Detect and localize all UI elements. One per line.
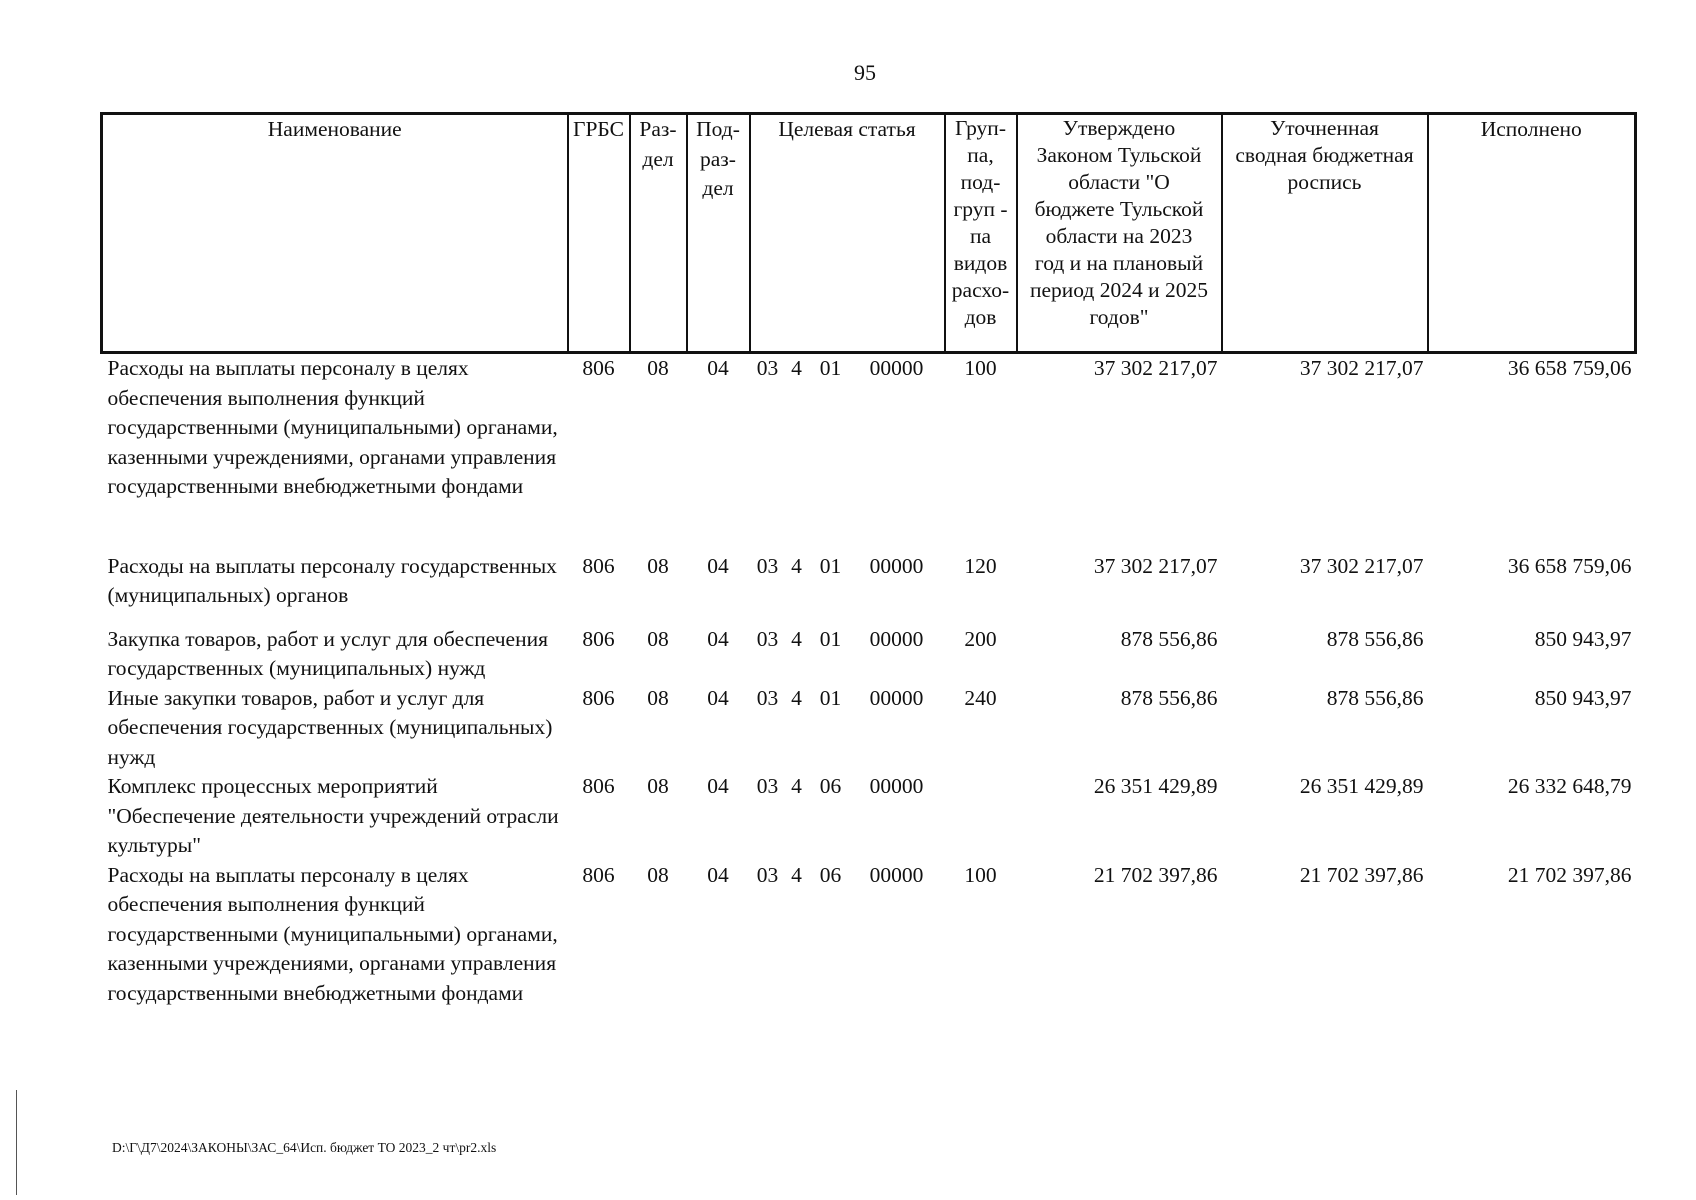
row-utochnennaya: 878 556,86	[1326, 685, 1424, 710]
row-vid-rashodov	[945, 772, 1017, 861]
header-podrazdel: Под- раз- дел	[687, 114, 750, 353]
row-utochnennaya: 37 302 217,07	[1299, 356, 1424, 380]
celevaya-part: 00000	[869, 356, 924, 380]
table-row	[102, 861, 1636, 1009]
celevaya-part: 00000	[869, 774, 924, 798]
footer-file-path: D:\Г\Д7\2024\ЗАКОНЫ\ЗАС_64\Исп. бюджет ТО 2023_2 чт\pr2.xls	[112, 1140, 497, 1155]
row-razdel: 08	[647, 553, 669, 578]
row-razdel: 08	[647, 626, 669, 651]
row-ispolneno: 21 702 397,86	[1507, 862, 1632, 887]
celevaya-part: 01	[819, 626, 842, 651]
table-body	[102, 353, 1636, 1009]
celevaya-part: 4	[791, 774, 802, 798]
celevaya-part: 00000	[869, 626, 924, 651]
row-ispolneno: 36 658 759,06	[1507, 356, 1632, 380]
celevaya-part: 4	[791, 685, 802, 710]
header-grbs: ГРБС	[568, 114, 630, 353]
row-ispolneno: 850 943,97	[1534, 685, 1632, 710]
row-ispolneno: 36 658 759,06	[1507, 553, 1632, 578]
celevaya-part: 4	[791, 356, 802, 380]
row-podrazdel: 04	[707, 685, 729, 710]
row-name: Расходы на выплаты персоналу в целях обеспечения выполнения функций государственными (муниципальными) органами, казенными учреждениями, органами управления государственными внебюджетными фондами	[107, 356, 558, 498]
row-utochnennaya: 878 556,86	[1326, 626, 1424, 651]
row-razdel: 08	[647, 685, 669, 710]
row-utochnennaya: 37 302 217,07	[1299, 553, 1424, 578]
budget-table	[100, 112, 1637, 1008]
row-celevaya-statya	[750, 772, 945, 861]
header-name: Наименование	[102, 114, 568, 353]
row-grbs: 806	[582, 685, 615, 710]
celevaya-part: 00000	[869, 862, 924, 887]
header-vid: Груп- па, под- груп - па видов расхо- дов	[945, 114, 1017, 353]
table-row	[102, 684, 1636, 773]
row-vid-rashodov: 240	[964, 685, 997, 710]
row-ispolneno: 850 943,97	[1534, 626, 1632, 651]
row-vid-rashodov: 200	[964, 626, 997, 651]
row-name: Иные закупки товаров, работ и услуг для обеспечения государственных (муниципальных) нужд	[107, 685, 553, 769]
row-razdel: 08	[647, 356, 669, 380]
row-podrazdel: 04	[707, 626, 729, 651]
header-utochnennaya: Уточненная сводная бюджетная роспись	[1222, 114, 1428, 353]
row-vid-rashodov: 120	[964, 553, 997, 578]
margin-line	[16, 1090, 17, 1195]
row-utverzhdeno: 26 351 429,89	[1093, 774, 1218, 798]
celevaya-part: 4	[791, 862, 802, 887]
row-grbs: 806	[582, 553, 615, 578]
row-celevaya-statya	[750, 552, 945, 611]
header-ispolneno: Исполнено	[1428, 114, 1636, 353]
celevaya-part: 01	[819, 553, 842, 578]
row-celevaya-statya	[750, 625, 945, 684]
celevaya-part: 03	[756, 553, 779, 578]
row-utverzhdeno: 878 556,86	[1120, 626, 1218, 651]
row-podrazdel: 04	[707, 774, 729, 798]
table-row	[102, 772, 1636, 861]
celevaya-part: 03	[756, 685, 779, 710]
row-podrazdel: 04	[707, 862, 729, 887]
row-utochnennaya: 26 351 429,89	[1299, 774, 1424, 798]
header-celevaya: Целевая статья	[750, 114, 945, 353]
row-celevaya-statya	[750, 684, 945, 773]
row-podrazdel: 04	[707, 553, 729, 578]
celevaya-part: 4	[791, 553, 802, 578]
header-utverzhdeno: Утверждено Законом Тульской области "О бюджете Тульской области на 2023 год и на плановый период 2024 и 2025 годов"	[1017, 114, 1222, 353]
row-grbs: 806	[582, 774, 615, 798]
row-name: Расходы на выплаты персоналу в целях обеспечения выполнения функций государственными (муниципальными) органами, казенными учреждениями, органами управления государственными внебюджетными фондами	[107, 862, 558, 1005]
celevaya-part: 4	[791, 626, 802, 651]
table-header	[102, 114, 1636, 353]
page-number: 95	[854, 60, 876, 85]
row-celevaya-statya	[750, 353, 945, 502]
celevaya-part: 06	[819, 774, 842, 798]
row-grbs: 806	[582, 356, 615, 380]
row-ispolneno: 26 332 648,79	[1507, 774, 1632, 798]
celevaya-part: 03	[756, 862, 779, 887]
table-row	[102, 552, 1636, 611]
row-grbs: 806	[582, 862, 615, 887]
celevaya-part: 06	[819, 862, 842, 887]
row-razdel: 08	[647, 774, 669, 798]
row-spacer	[102, 611, 1636, 625]
row-podrazdel: 04	[707, 356, 729, 380]
celevaya-part: 00000	[869, 685, 924, 710]
row-name: Расходы на выплаты персоналу государственных (муниципальных) органов	[107, 553, 557, 607]
row-name: Комплекс процессных мероприятий "Обеспечение деятельности учреждений отрасли культуры"	[107, 774, 559, 857]
celevaya-part: 03	[756, 626, 779, 651]
row-vid-rashodov: 100	[964, 356, 997, 380]
celevaya-part: 01	[819, 356, 842, 380]
row-vid-rashodov: 100	[964, 862, 997, 887]
celevaya-part: 03	[756, 774, 779, 798]
celevaya-part: 00000	[869, 553, 924, 578]
row-utverzhdeno: 37 302 217,07	[1093, 356, 1218, 380]
table-row	[102, 625, 1636, 684]
row-spacer	[102, 502, 1636, 552]
table-row	[102, 353, 1636, 502]
row-razdel: 08	[647, 862, 669, 887]
celevaya-part: 01	[819, 685, 842, 710]
row-utochnennaya: 21 702 397,86	[1299, 862, 1424, 887]
celevaya-part: 03	[756, 356, 779, 380]
row-utverzhdeno: 878 556,86	[1120, 685, 1218, 710]
row-utverzhdeno: 21 702 397,86	[1093, 862, 1218, 887]
row-utverzhdeno: 37 302 217,07	[1093, 553, 1218, 578]
row-celevaya-statya	[750, 861, 945, 1009]
row-name: Закупка товаров, работ и услуг для обеспечения государственных (муниципальных) нужд	[107, 626, 548, 680]
row-grbs: 806	[582, 626, 615, 651]
header-razdel: Раз- дел	[630, 114, 687, 353]
